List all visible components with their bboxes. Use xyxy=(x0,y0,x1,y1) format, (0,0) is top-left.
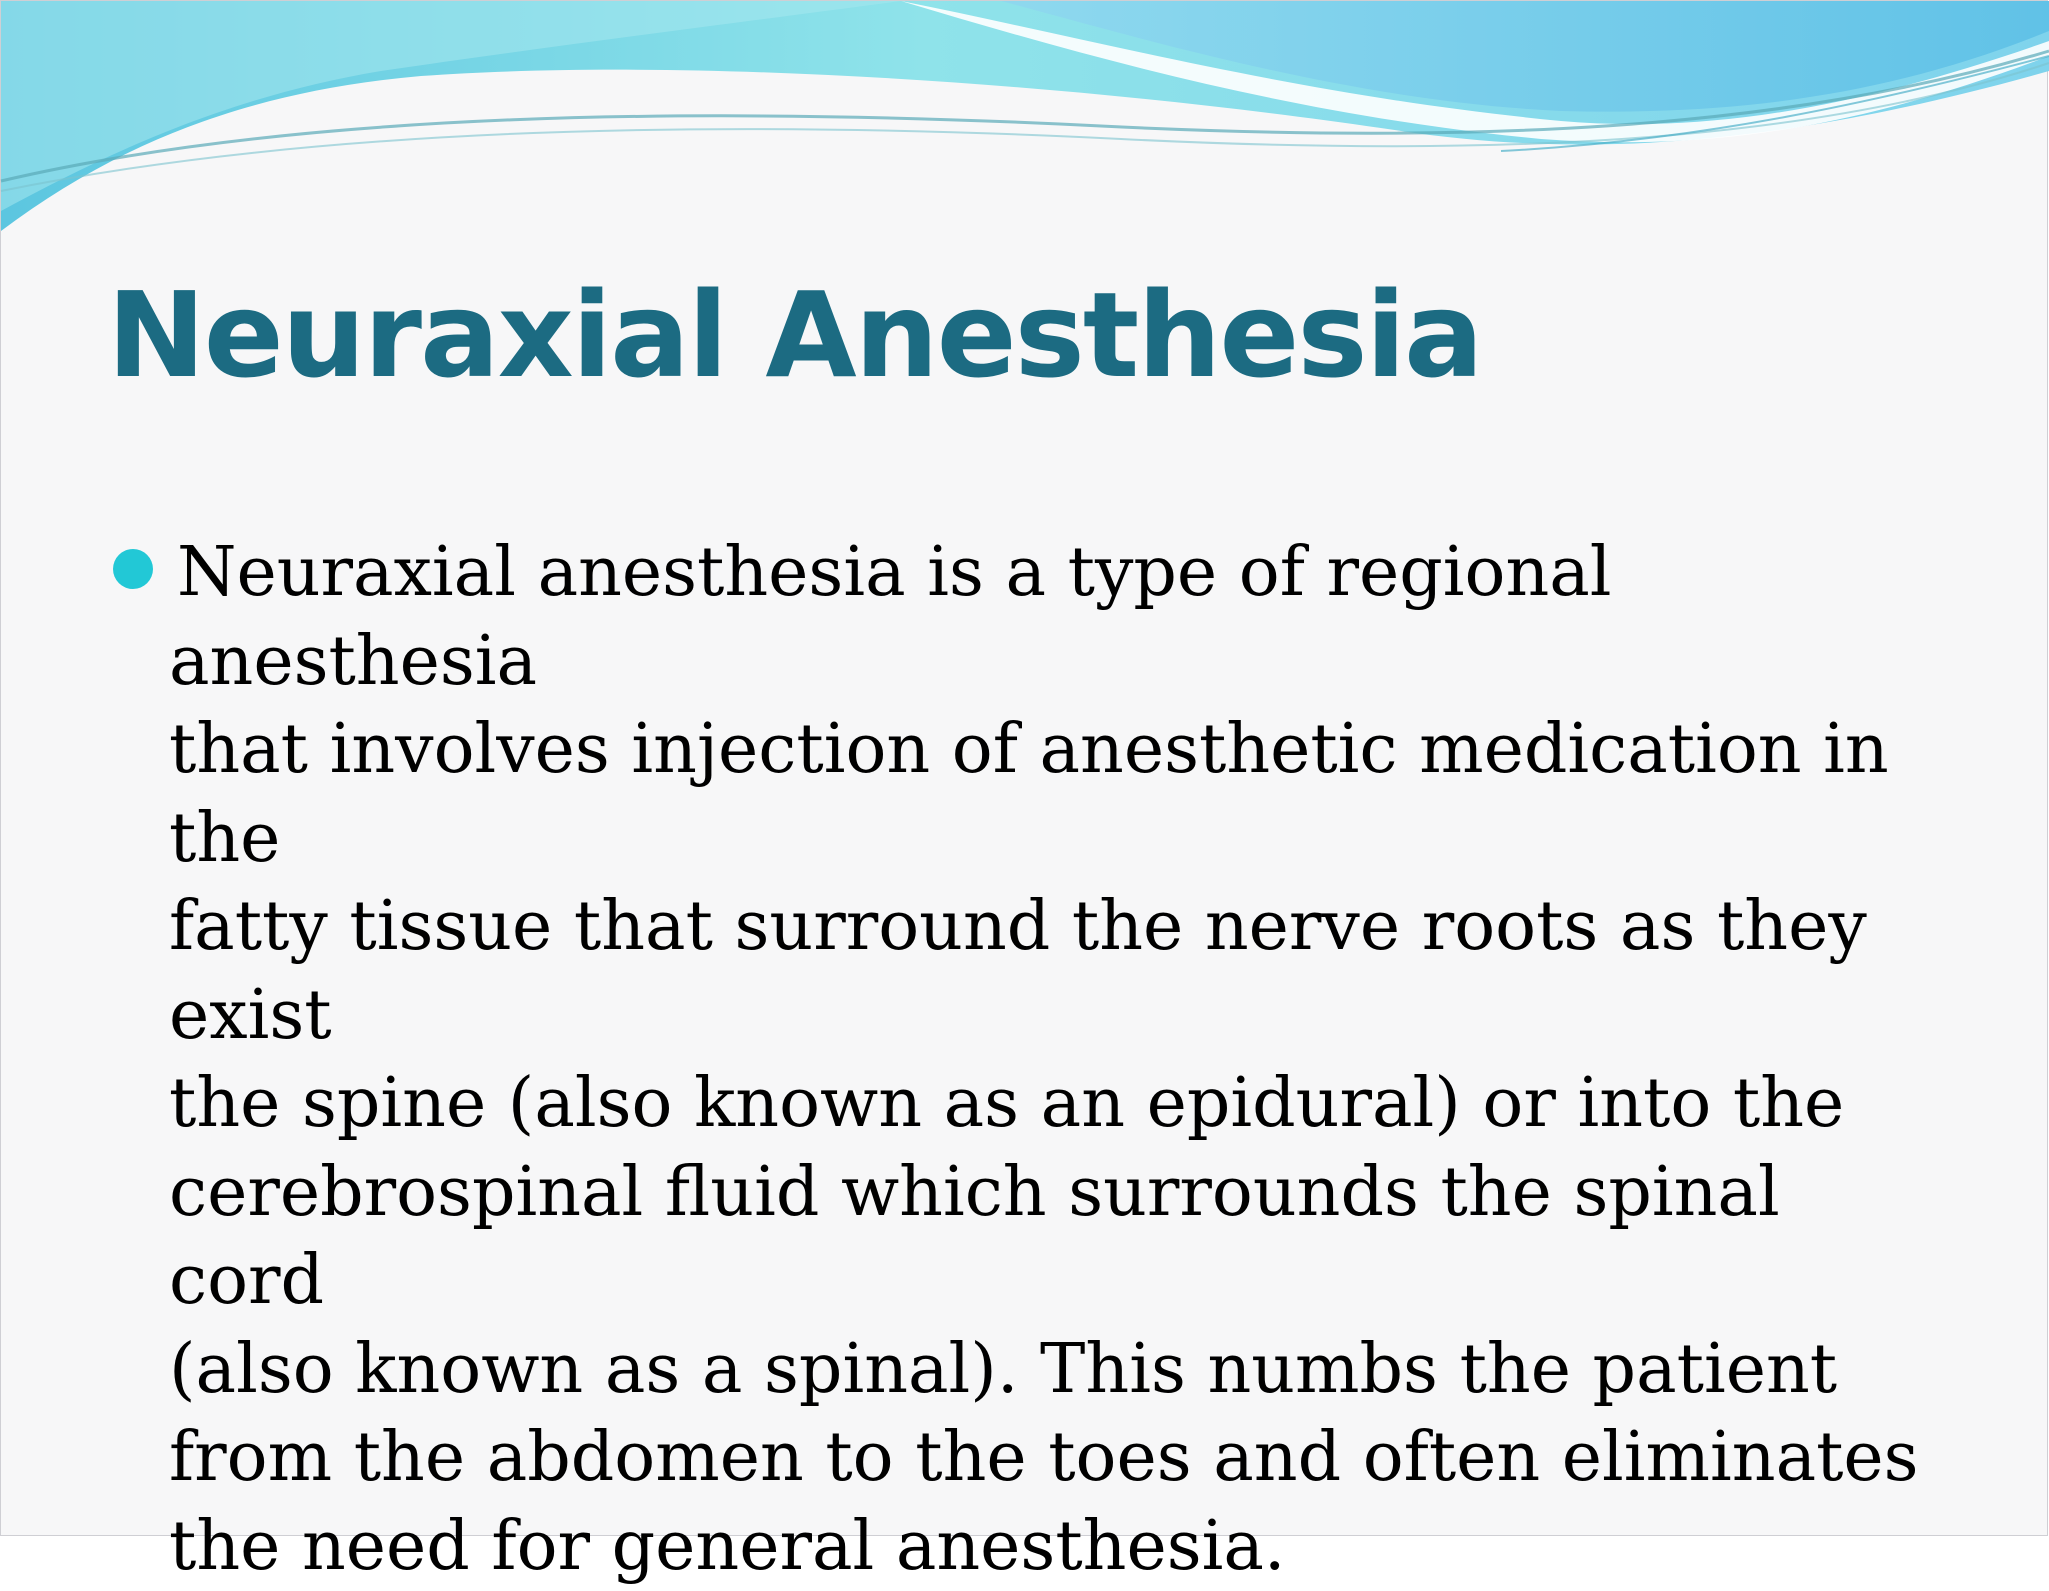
bullet-item xyxy=(111,529,1931,1591)
content-area xyxy=(111,529,1931,1591)
bullet-text: Neuraxial anesthesia is a type of regional anesthesia that involves injection of anesthetic medication in the fatty tissue that surround the nerve roots as they exist the spine (also known as an epidural) or into the cerebrospinal fluid which surrounds the spinal cord (also known as a spinal). This numbs the patient from the abdomen to the toes and often eliminates the need for general anesthesia. xyxy=(169,533,1919,1586)
wave-header-decoration xyxy=(1,1,2049,241)
slide-title: Neuraxial Anesthesia xyxy=(107,266,1482,404)
bullet-dot-icon xyxy=(113,549,153,589)
